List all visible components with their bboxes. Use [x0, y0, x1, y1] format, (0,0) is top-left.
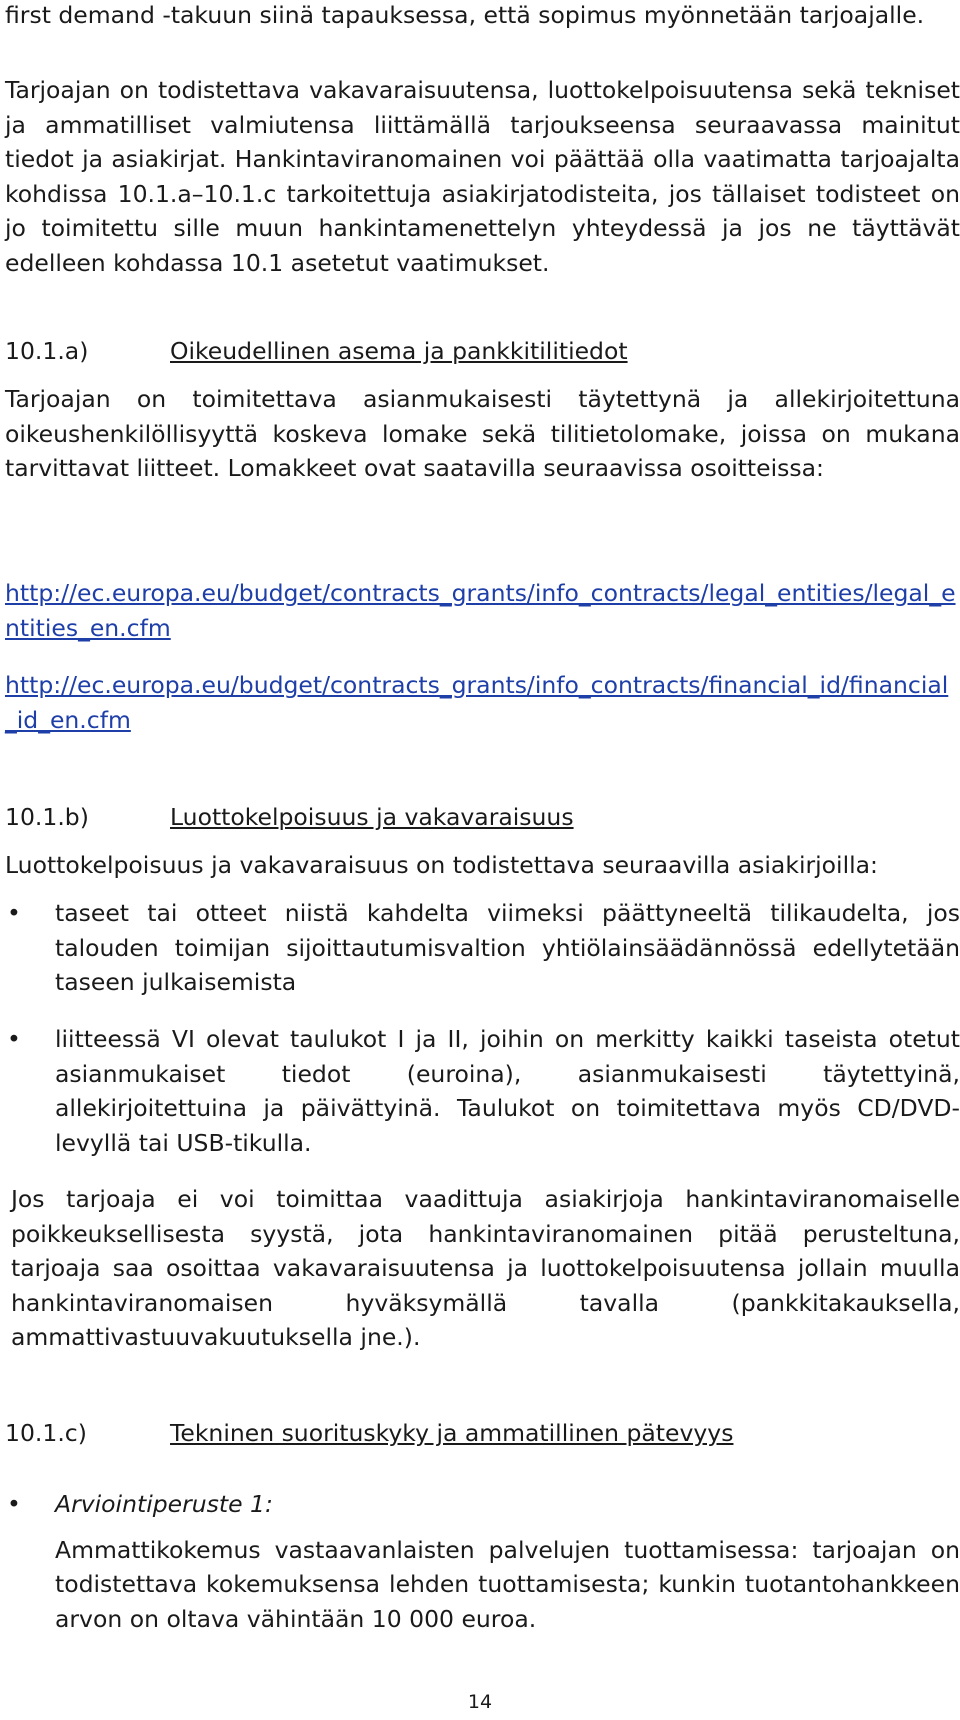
list-item — [5, 896, 960, 1000]
intro-continuation: first demand -takuun siinä tapauksessa, että sopimus myönnetään tarjoajalle. — [5, 1, 925, 29]
section-b-number: 10.1.b) — [5, 803, 89, 831]
intro-paragraph: Tarjoajan on todistettava vakavaraisuutensa, luottokelpoisuutensa sekä tekniset ja ammatilliset valmiutensa liittämällä tarjoukseensa seuraavassa mainitut tiedot ja asiakirjat. Hankintaviranomainen voi päättää olla vaatimatta tarjoajalta kohdissa 10.1.a–10.1.c tarkoitettuja asiakirjatodisteita, jos tällaiset todisteet on jo toimitettu sille muun hankintamenettelyn yhteydessä ja jos ne täyttävät edelleen kohdassa 10.1 asetetut vaatimukset. — [5, 76, 960, 277]
section-b-heading — [5, 800, 960, 835]
bullet-text: liitteessä VI olevat taulukot I ja II, joihin on merkitty kaikki taseista otetut asianmukaiset tiedot (euroina), asianmukaisesti täytettyinä, allekirjoitettuina ja päivättyinä. Taulukot on toimitettava myös CD/DVD-levyllä tai USB-tikulla. — [55, 1025, 960, 1157]
legal-entities-link[interactable]: http://ec.europa.eu/budget/contracts_grants/info_contracts/legal_entities/legal_entities_en.cfm — [5, 579, 956, 642]
section-c-number: 10.1.c) — [5, 1419, 87, 1447]
section-b-title: Luottokelpoisuus ja vakavaraisuus — [170, 803, 574, 831]
bullet-text: taseet tai otteet niistä kahdelta viimeksi päättyneeltä tilikaudelta, jos talouden toimijan sijoittautumisvaltion yhtiölainsäädännössä edellytetään taseen julkaisemista — [55, 899, 960, 996]
section-c-heading — [5, 1416, 960, 1451]
list-item — [5, 1487, 960, 1636]
page-number: 14 — [467, 1691, 493, 1713]
criterion-label: Arviointiperuste 1: — [55, 1490, 273, 1518]
criterion-text: Ammattikokemus vastaavanlaisten palvelujen tuottamisessa: tarjoajan on todistettava kokemuksensa lehden tuottamisesta; kunkin tuotantohankkeen arvon on oltava vähintään 10 000 euroa. — [55, 1535, 960, 1633]
financial-id-link[interactable]: http://ec.europa.eu/budget/contracts_grants/info_contracts/financial_id/financial_id_en.cfm — [5, 671, 949, 734]
section-b-intro: Luottokelpoisuus ja vakavaraisuus on todistettava seuraavilla asiakirjoilla: — [5, 851, 878, 879]
section-a-title: Oikeudellinen asema ja pankkitilitiedot — [170, 337, 628, 365]
section-a-number: 10.1.a) — [5, 337, 89, 365]
section-b-closing: Jos tarjoaja ei voi toimittaa vaadittuja asiakirjoja hankintaviranomaiselle poikkeuksellisesta syystä, jota hankintaviranomainen pitää perusteltuna, tarjoaja saa osoittaa vakavaraisuutensa ja luottokelpoisuutensa jollain muulla hankintaviranomaisen hyväksymällä tavalla (pankkitakauksella, ammattivastuuvakuutuksella jne.). — [11, 1185, 960, 1351]
bullet-marker: • — [7, 1490, 21, 1518]
bullet-marker: • — [7, 899, 21, 927]
section-a-paragraph: Tarjoajan on toimitettava asianmukaisesti täytettynä ja allekirjoitettuna oikeushenkilöllisyyttä koskeva lomake sekä tilitietolomake, joissa on mukana tarvittavat liitteet. Lomakkeet ovat saatavilla seuraavissa osoitteissa: — [5, 385, 960, 482]
section-c-title: Tekninen suorituskyky ja ammatillinen pätevyys — [170, 1419, 734, 1447]
list-item — [5, 1022, 960, 1160]
criterion-block — [55, 1487, 960, 1636]
bullet-marker: • — [7, 1025, 21, 1053]
section-a-heading — [5, 334, 960, 369]
